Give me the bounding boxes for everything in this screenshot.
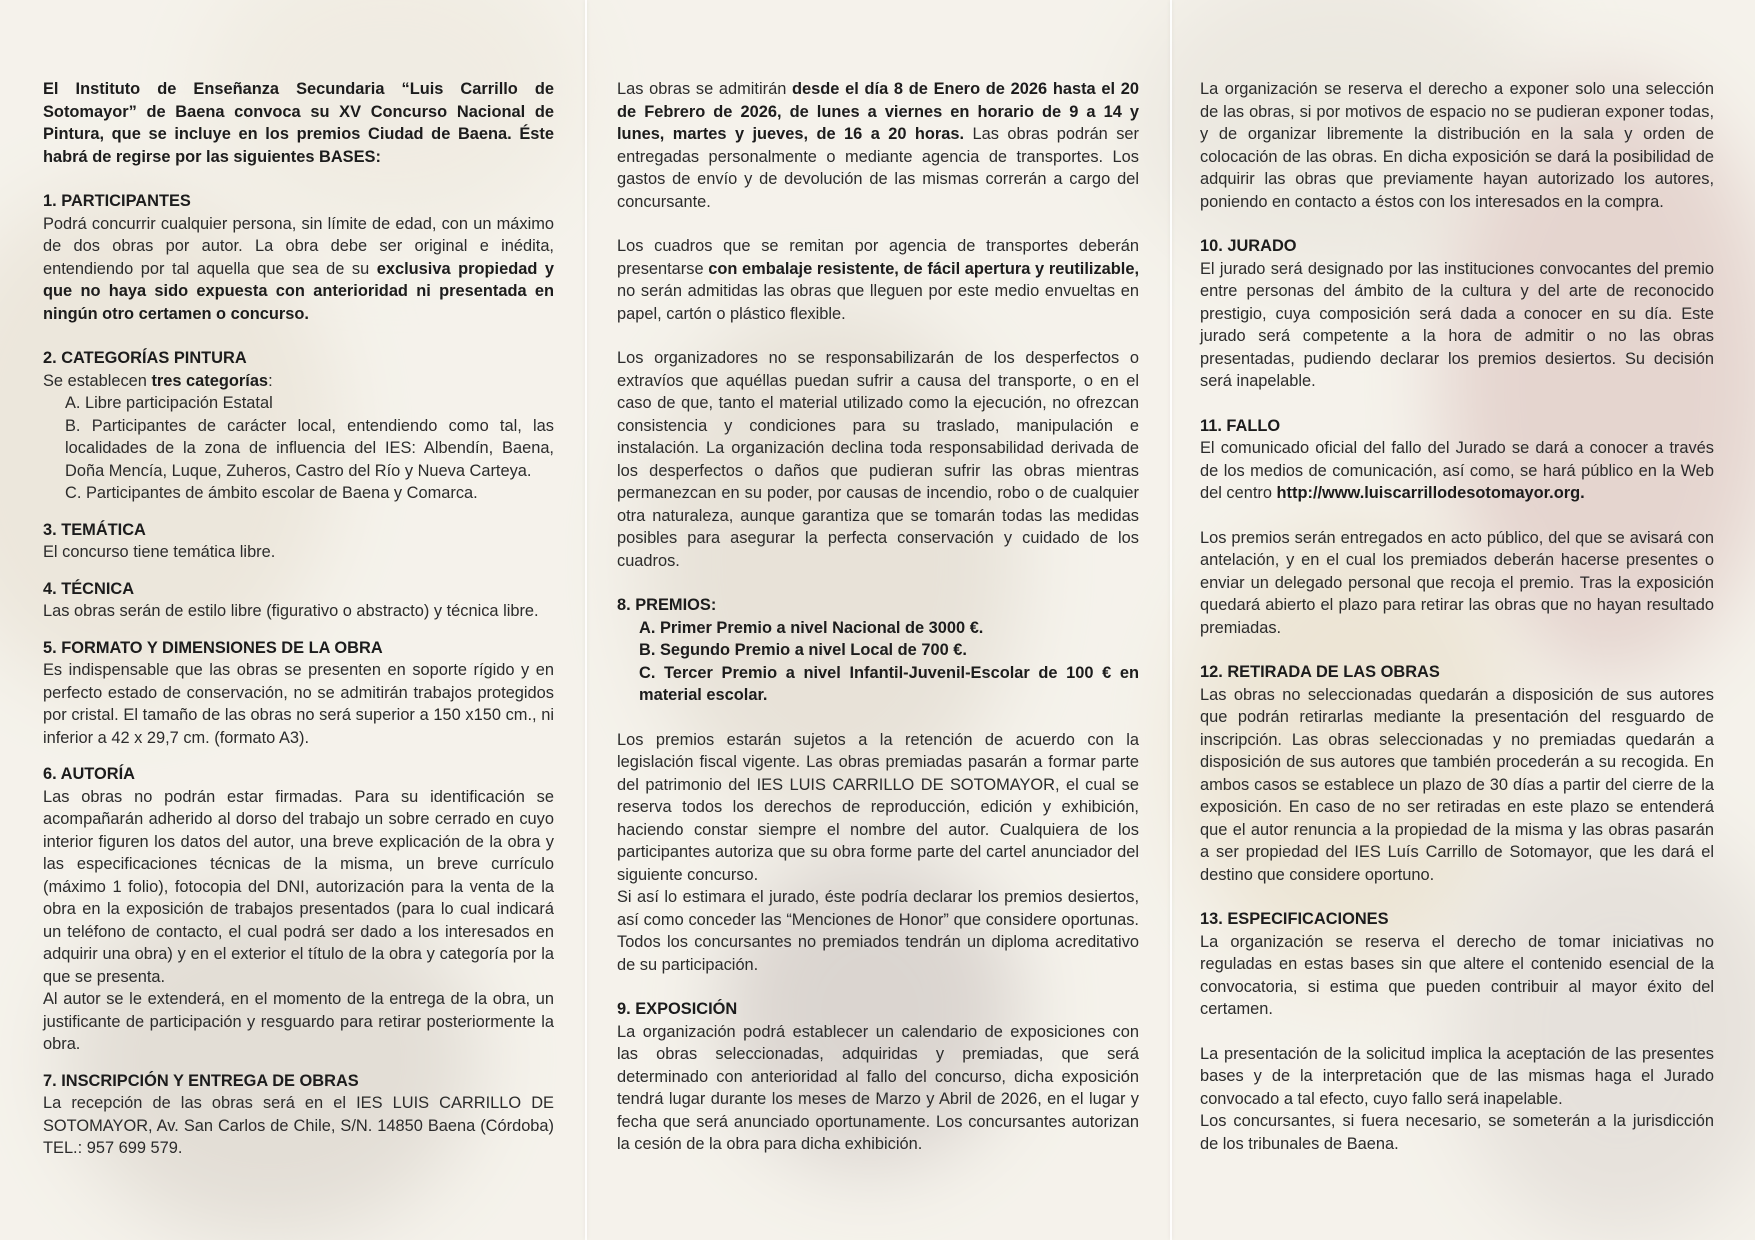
section-title-tecnica: 4. TÉCNICA (43, 579, 135, 598)
premio-item: B. Segundo Premio a nivel Local de 700 €. (639, 641, 967, 659)
column-right (1200, 78, 1714, 1155)
column-middle (617, 78, 1139, 1156)
section-title-formato: 5. FORMATO Y DIMENSIONES DE LA OBRA (43, 638, 383, 657)
section-title-autoria: 6. AUTORÍA (43, 765, 135, 783)
premio-item: C. Tercer Premio a nivel Infantil-Juvenil-Escolar de 100 € en material escolar. (639, 663, 1139, 704)
section-title-jurado: 10. JURADO (1200, 237, 1297, 255)
section-title-categorias: 2. CATEGORÍAS PINTURA (43, 349, 247, 367)
text-run: Los cuadros que se remitan por agencia de transportes deberán presentarse (617, 237, 1139, 278)
section-text-jurado: El jurado será designado por las instituciones convocantes del premio entre personas del ámbito de la cultura y del arte de reconocido prestigio, cuya composición será dada a conocer en su día. Este jurado será competente a la hora de admitir o no las obras presentadas, pudiendo declarar los premios desiertos. Su decisión será inapelable. (1200, 259, 1714, 390)
premio-item: A. Primer Premio a nivel Nacional de 3000 €. (639, 618, 984, 637)
panel-fold (1170, 0, 1172, 1240)
section-text-tecnica: Las obras serán de estilo libre (figurativo o abstracto) y técnica libre. (43, 602, 539, 620)
section-title-exposicion: 9. EXPOSICIÓN (617, 1000, 738, 1018)
section-text-tematica: El concurso tiene temática libre. (43, 543, 276, 561)
text-run-bold: tres categorías (151, 371, 269, 390)
text-run: : (268, 371, 273, 390)
categorias-lead (43, 370, 554, 393)
text-run-bold: desde el día 8 de Enero de 2026 hasta el 20 de Febrero de 2026, de lunes a viernes en horario de 9 a 14 y lunes, martes y jueves, de 16 a 20 horas. (617, 80, 1139, 143)
text-run: no serán admitidas las obras que lleguen por este medio envueltas en papel, cartón o plástico flexible. (617, 282, 1139, 323)
section-text-inscripcion: La recepción de las obras será en el IES LUIS CARRILLO DE SOTOMAYOR, Av. San Carlos de Chile, S/N. 14850 Baena (Córdoba) TEL.: 957 699 579. (43, 1094, 554, 1157)
categoria-item: A. Libre participación Estatal (65, 394, 273, 412)
section-text-premios-2: Si así lo estimara el jurado, éste podría declarar los premios desiertos, así como conceder las “Menciones de Honor” que considere oportunas. Todos los concursantes no premiados tendrán un diploma acreditativo de su participación. (617, 888, 1139, 974)
intro-bold: El Instituto de Enseñanza Secundaria “Luis Carrillo de Sotomayor” de Baena convoca su XV Concurso Nacional de Pintura, que se incluye en los premios Ciudad de Baena. Éste habrá de regirse por las siguientes BASES: (43, 80, 554, 166)
section-text-especificaciones: La organización se reserva el derecho de tomar iniciativas no reguladas en estas bases sin que altere el contenido esencial de la convocatoria, si estima que pueden contribuir al mayor éxito del certamen. (1200, 932, 1714, 1018)
section-title-retirada: 12. RETIRADA DE LAS OBRAS (1200, 663, 1440, 681)
categoria-item: B. Participantes de carácter local, entendiendo como tal, las localidades de la zona de influencia del IES: Albendín, Baena, Doña Mencía, Luque, Zuheros, Castro del Río y Nueva Carteya. (65, 416, 554, 480)
section-title-tematica: 3. TEMÁTICA (43, 520, 146, 539)
text-run: Podrá concurrir cualquier persona, sin límite de edad, con un máximo de dos obras por autor. La obra debe ser original e inédita, entendiendo por tal aquella que sea de su (43, 214, 554, 278)
section-title-participantes: 1. PARTICIPANTES (43, 192, 191, 210)
text-run: El comunicado oficial del fallo del Jurado se dará a conocer a través de los medios de comunicación, así como, se hará público en la Web del centro (1200, 439, 1714, 502)
section-text-premios: Los premios estarán sujetos a la retención de acuerdo con la legislación fiscal vigente. Las obras premiadas pasarán a formar parte del patrimonio del IES LUIS CARRILLO DE SOTOMAYOR, el cual se reserva todos los derechos de reproducción, edición y exhibición, haciendo constar siempre el nombre del autor. Cualquiera de los participantes autoriza que su obra forme parte del cartel anunciador del siguiente concurso. (617, 730, 1139, 884)
categoria-item: C. Participantes de ámbito escolar de Baena y Comarca. (65, 484, 478, 502)
section-text-exposicion: La organización podrá establecer un calendario de exposiciones con las obras seleccionadas, adquiridas y premiadas, que será determinado con anterioridad al fallo del concurso, dicha exposición tendrá lugar durante los meses de Marzo y Abril de 2026, en el lugar y fecha que será anunciado oportunamente. Los concursantes autorizan la cesión de la obra para dicha exhibición. (617, 1022, 1139, 1153)
text-run-bold: exclusiva propiedad y que no haya sido expuesta con anterioridad ni presentada en ningún otro certamen o concurso. (43, 259, 554, 323)
text-run: Las obras se admitirán (617, 80, 793, 98)
text-run: Se establecen (43, 371, 152, 390)
intro-paragraph (43, 78, 554, 168)
section-title-premios: 8. PREMIOS: (617, 596, 717, 614)
seleccion-paragraph: La organización se reserva el derecho a exponer solo una selección de las obras, si por motivos de espacio no se pudieran exponer todas, y de organizar libremente la distribución en la sala y orden de colocación de las obras. En dicha exposición se dará la posibilidad de adquirir las obras que previamente hayan autorizado los autores, poniendo en contacto a éstos con los interesados en la compra. (1200, 80, 1714, 211)
section-title-especificaciones: 13. ESPECIFICACIONES (1200, 910, 1389, 928)
embalaje-paragraph (617, 235, 1139, 325)
section-text-participantes (43, 213, 554, 326)
section-text-especificaciones-3: Los concursantes, si fuera necesario, se someterán a la jurisdicción de los tribunales de Baena. (1200, 1112, 1714, 1153)
section-text-autoria: Las obras no podrán estar firmadas. Para su identificación se acompañarán adherido al dorso del trabajo un sobre cerrado en cuyo interior figuren los datos del autor, una breve explicación de la obra y las especificaciones técnicas de la misma, un breve currículo (máximo 1 folio), fotocopia del DNI, autorización para la venta de la obra en la exposición de trabajos presentados (para lo cual indicará un teléfono de contacto, el cual podrá ser dado a los interesados en adquirir una obra) y en el exterior el título de la obra y categoría por la que se presenta. (43, 787, 554, 986)
column-left (43, 78, 554, 1160)
section-text-autoria-2: Al autor se le extenderá, en el momento de la entrega de la obra, un justificante de participación y resguardo para retirar posteriormente la obra. (43, 990, 554, 1053)
website-link[interactable]: http://www.luiscarrillodesotomayor.org. (1276, 484, 1585, 502)
section-text-retirada: Las obras no seleccionadas quedarán a disposición de sus autores que podrán retirarlas mediante la presentación del resguardo de inscripción. Las obras seleccionadas y no premiadas quedarán a disposición de sus autores que también procederán a su recogida. En ambos casos se establece un plazo de 30 días a partir del cierre de la exposición. En caso de no ser retiradas en este plazo se entenderá que el autor renuncia a la propiedad de la misma y las obras pasarán a ser propiedad del IES Luís Carrillo de Sotomayor, que les dará el destino que considere oportuno. (1200, 685, 1714, 884)
responsabilidad-paragraph: Los organizadores no se responsabilizarán de los desperfectos o extravíos que aquéllas puedan sufrir a causa del transporte, o en el caso de que, tanto el material utilizado como la ejecución, no ofrezcan consistencia y condiciones para su traslado, manipulación e instalación. La organización declina toda responsabilidad derivada de los desperfectos o daños que pudieran sufrir las obras mientras permanezcan en su poder, por causas de incendio, robo o de cualquier otra naturaleza, aunque garantiza que se tomarán todas las medidas posibles para asegurar la perfecta conservación y cuidado de los cuadros. (617, 349, 1139, 570)
section-text-especificaciones-2: La presentación de la solicitud implica la aceptación de las presentes bases y de la interpretación que de las mismas haga el Jurado convocado a tal efecto, cuyo fallo será inapelable. (1200, 1044, 1714, 1108)
section-title-fallo: 11. FALLO (1200, 416, 1281, 435)
plazo-paragraph (617, 78, 1139, 213)
section-text-fallo-2: Los premios serán entregados en acto público, del que se avisará con antelación, y en el cual los premiados deberán hacerse presentes o enviar un delegado personal que recoja el premio. Tras la exposición quedará abierto el plazo para retirar las obras que no hayan resultado premiadas. (1200, 528, 1714, 637)
text-run: Las obras podrán ser entregadas personalmente o mediante agencia de transportes. Los gastos de envío y de devolución de las mismas correrán a cargo del concursante. (617, 125, 1139, 211)
section-title-inscripcion: 7. INSCRIPCIÓN Y ENTREGA DE OBRAS (43, 1071, 359, 1090)
text-run-bold: con embalaje resistente, de fácil apertura y reutilizable, (708, 259, 1140, 278)
panel-fold (585, 0, 587, 1240)
section-text-formato: Es indispensable que las obras se presenten en soporte rígido y en perfecto estado de conservación, no se admitirán trabajos protegidos por cristal. El tamaño de las obras no será superior a 150 x150 cm., ni inferior a 42 x 29,7 cm. (formato A3). (43, 661, 554, 747)
section-text-fallo (1200, 437, 1714, 505)
